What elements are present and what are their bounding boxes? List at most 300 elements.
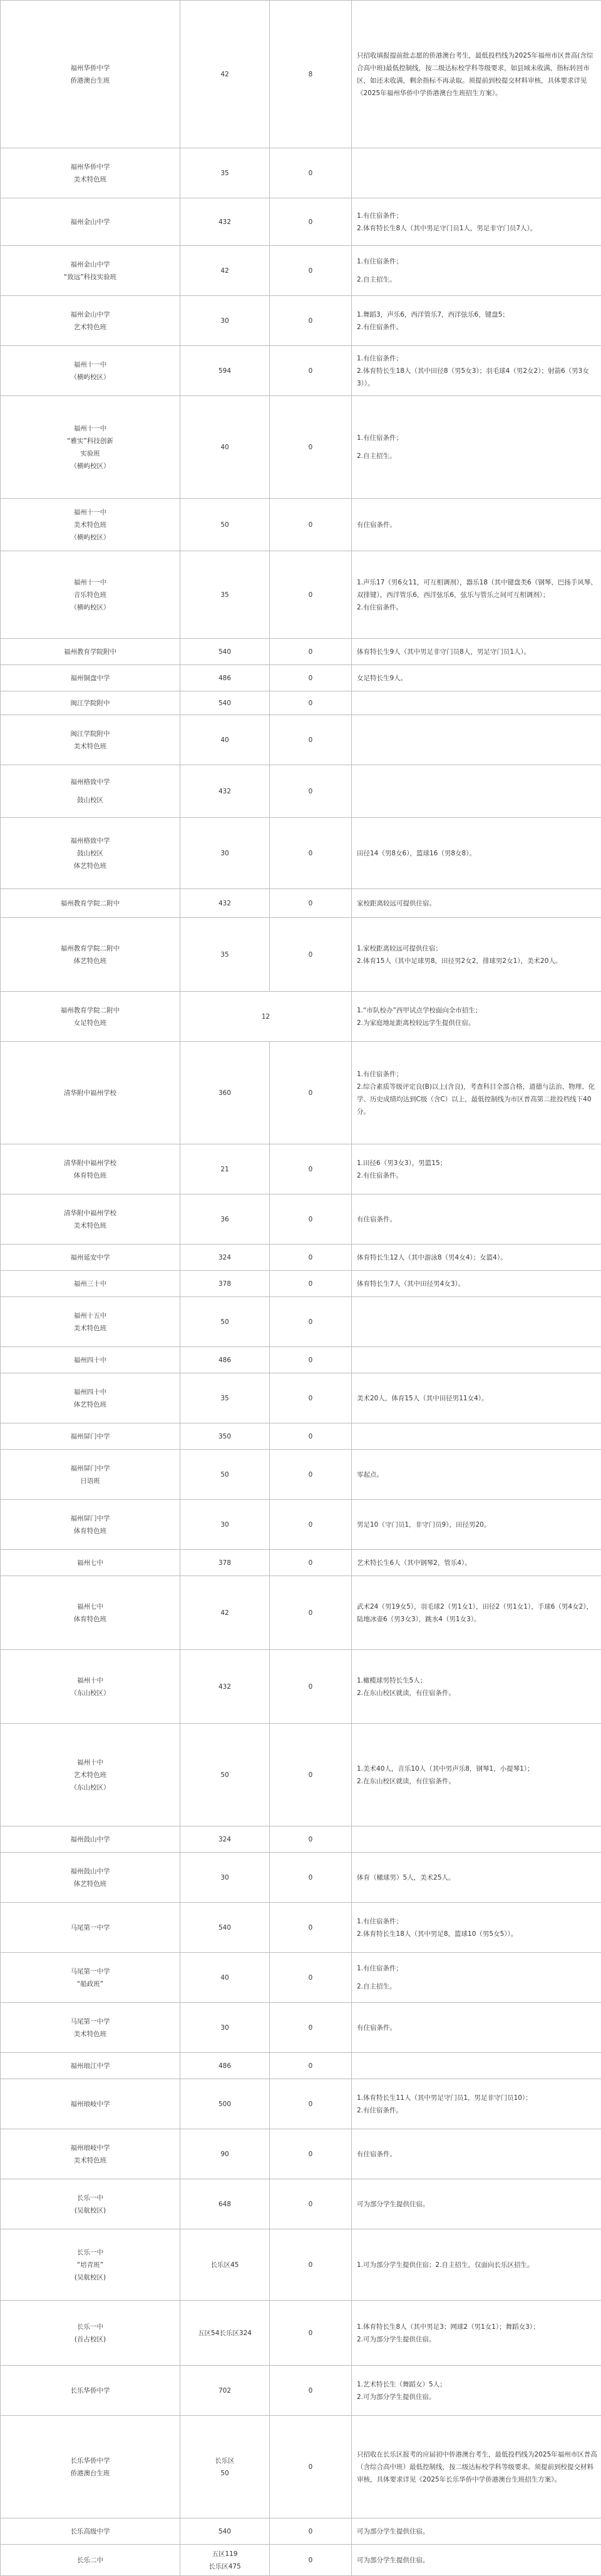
note-line: 有住宿条件。: [357, 519, 598, 531]
school-cell: [1, 818, 180, 889]
note-line: 1.有住宿条件；: [357, 352, 598, 365]
school-cell: [1, 2053, 180, 2079]
table-row: [1, 918, 601, 992]
plan-count-line: 702: [183, 2385, 267, 2397]
school-name-line: 美术特色班: [3, 2028, 177, 2040]
table-row: [1, 1373, 601, 1423]
table-row: [1, 2179, 601, 2229]
table-body: [1, 1, 601, 2576]
school-name-line: 福州金山中学: [3, 216, 177, 228]
school-cell: [1, 2366, 180, 2416]
school-cell: [1, 665, 180, 691]
school-name-line: 福州屏门中学: [3, 1430, 177, 1443]
plan-count-cell: [180, 1853, 270, 1903]
school-cell: [1, 1347, 180, 1373]
school-name-line: （东山校区）: [3, 1687, 177, 1699]
quota-cell: 0: [270, 2229, 352, 2301]
plan-count-line: 500: [183, 2098, 267, 2110]
quota-cell: 0: [270, 665, 352, 691]
plan-count-line: 长乐区45: [183, 2259, 267, 2271]
quota-cell: 0: [270, 2179, 352, 2229]
plan-count-line: 324: [183, 1251, 267, 1264]
table-row: [1, 396, 601, 499]
note-cell: [352, 2229, 601, 2301]
note-cell: [352, 1650, 601, 1724]
plan-count-cell: [180, 1423, 270, 1450]
note-cell: [352, 1576, 601, 1650]
note-cell: [352, 551, 601, 639]
note-cell: [352, 918, 601, 992]
plan-count-cell: [180, 2053, 270, 2079]
plan-count-line: 30: [183, 2022, 267, 2034]
school-name-line: (首占校区): [3, 2333, 177, 2346]
school-cell: [1, 346, 180, 396]
school-cell: [1, 2518, 180, 2545]
school-name-line: 美术特色班: [3, 173, 177, 186]
note-line: 1.橄榄球男特长生5人；: [357, 1674, 598, 1687]
quota-cell: 0: [270, 2079, 352, 2129]
table-row: [1, 1576, 601, 1650]
plan-count-line: 594: [183, 365, 267, 377]
note-line: 1.“市队校办”西甲试点学校面向全市招生；: [357, 1004, 598, 1017]
plan-count-cell: [180, 1297, 270, 1347]
school-cell: [1, 2229, 180, 2301]
quota-cell: 0: [270, 2053, 352, 2079]
note-cell: [352, 691, 601, 715]
note-cell: [352, 1550, 601, 1576]
plan-count-line: 540: [183, 646, 267, 658]
school-name-line: 福州鼓山中学: [3, 1833, 177, 1846]
table-row: [1, 1144, 601, 1194]
school-name-line: 福州教育学院二附中: [3, 897, 177, 910]
school-cell: [1, 1500, 180, 1550]
note-line: 只招收填报提前批志愿的侨港澳台考生，最低投档线为2025年福州市区普高(含综合高中班)最低控制线，按二级达标校学科等级要求，如县域未收满，指标转回市区，如还未收满，剩余指标不再录取。须提前到校提交材料审核，具体要求详见《2025年福州华侨中学侨港澳台生班招生方案》。: [357, 49, 598, 99]
plan-count-line: 35: [183, 1392, 267, 1405]
school-name-line: “船政班”: [3, 1978, 177, 1990]
school-name-line: 美术特色班: [3, 519, 177, 531]
note-line: 1.声乐17（男6女11，可互相调剂），器乐18（其中键盘类6（钢琴、巴扬手风琴、双排键），西洋管乐6，西洋弦乐6，弦乐与管乐之间可互相调剂）；: [357, 576, 598, 601]
quota-cell: 0: [270, 2518, 352, 2545]
quota-cell: 0: [270, 1347, 352, 1373]
school-name-line: 福州琅岐中学: [3, 2098, 177, 2110]
quota-cell: 0: [270, 1373, 352, 1423]
merged-quota-cell: 12: [180, 992, 352, 1042]
plan-count-line: 540: [183, 697, 267, 710]
school-name-line: 福州鼓山中学: [3, 1865, 177, 1878]
note-line: 女足特长生9人。: [357, 672, 598, 685]
note-line: 零起点。: [357, 1469, 598, 1481]
school-cell: [1, 715, 180, 765]
quota-cell: 0: [270, 1724, 352, 1826]
school-name-line: 福州十一中: [3, 576, 177, 589]
school-cell: [1, 396, 180, 499]
school-name-line: 福州延安中学: [3, 1251, 177, 1264]
table-row: [1, 1650, 601, 1724]
note-cell: [352, 396, 601, 499]
note-cell: [352, 148, 601, 198]
school-cell: [1, 1042, 180, 1144]
table-row: [1, 1423, 601, 1450]
school-name-line: 清华附中福州学校: [3, 1207, 177, 1219]
school-cell: [1, 148, 180, 198]
school-name-line: 福州十中: [3, 1674, 177, 1687]
plan-count-cell: [180, 1500, 270, 1550]
plan-count-line: 486: [183, 2060, 267, 2072]
school-name-line: 福州华侨中学: [3, 161, 177, 173]
note-line: 家校距离较远可提供住宿。: [357, 897, 598, 910]
school-name-line: 闽江学院附中: [3, 697, 177, 710]
school-name-line: 长乐高级中学: [3, 2525, 177, 2538]
plan-count-cell: [180, 1724, 270, 1826]
table-row: [1, 1953, 601, 2003]
plan-count-line: 30: [183, 1871, 267, 1884]
school-name-line: （横屿校区）: [3, 601, 177, 614]
table-row: [1, 198, 601, 246]
plan-count-line: 40: [183, 441, 267, 454]
plan-count-line: 432: [183, 216, 267, 228]
school-name-line: 实验班: [3, 447, 177, 460]
note-cell: [352, 1297, 601, 1347]
note-line: 1.家校距离较远可提供住宿；: [357, 942, 598, 955]
plan-count-line: 324: [183, 1833, 267, 1846]
school-cell: [1, 2545, 180, 2576]
school-cell: [1, 1194, 180, 1245]
note-cell: [352, 992, 601, 1042]
school-name-line: [3, 788, 177, 794]
school-name-line: 福州四十中: [3, 1354, 177, 1367]
note-line: 1.舞蹈3，声乐6，西洋管乐7，西洋弦乐6，键盘5；: [357, 308, 598, 321]
plan-count-cell: [180, 1373, 270, 1423]
school-cell: [1, 918, 180, 992]
school-cell: [1, 2179, 180, 2229]
note-line: 2.可为部分学生提供住宿。: [357, 2391, 598, 2403]
school-name-line: 福州屏门中学: [3, 1462, 177, 1475]
school-cell: [1, 1826, 180, 1853]
plan-count-cell: [180, 551, 270, 639]
plan-count-line: 486: [183, 672, 267, 685]
school-cell: [1, 1245, 180, 1271]
quota-cell: 0: [270, 765, 352, 818]
note-cell: [352, 2003, 601, 2053]
note-line: 1.体育特长生11人（其中男足守门员1，男足非守门员10）；: [357, 2092, 598, 2104]
table-row: [1, 2079, 601, 2129]
quota-cell: 0: [270, 148, 352, 198]
school-name-line: 长乐一中: [3, 2321, 177, 2333]
quota-cell: 0: [270, 1144, 352, 1194]
school-cell: [1, 296, 180, 346]
note-line: 2.综合素质等级评定良(B)以上(含良)，考查科目全部合格，道德与法治、物理、化学、历史成绩均达到C级（含C）以上，最低控制线为市区普高第二批投档线下40分。: [357, 1081, 598, 1118]
school-cell: [1, 1724, 180, 1826]
school-cell: [1, 691, 180, 715]
school-name-line: (吴航校区): [3, 2204, 177, 2217]
quota-cell: 0: [270, 691, 352, 715]
plan-count-cell: [180, 2416, 270, 2518]
plan-count-line: 378: [183, 1557, 267, 1569]
note-line: 1.有住宿条件；: [357, 255, 598, 268]
table-row: [1, 1271, 601, 1297]
quota-cell: 0: [270, 2129, 352, 2179]
quota-cell: 0: [270, 1042, 352, 1144]
quota-cell: 8: [270, 1, 352, 148]
school-name-line: 福州屏门中学: [3, 1512, 177, 1525]
school-cell: [1, 765, 180, 818]
table-row: [1, 2053, 601, 2079]
table-row: [1, 296, 601, 346]
note-cell: [352, 665, 601, 691]
plan-count-cell: [180, 1576, 270, 1650]
table-row: [1, 1903, 601, 1953]
school-name-line: 马尾第一中学: [3, 2015, 177, 2028]
quota-cell: 0: [270, 1297, 352, 1347]
school-name-line: （横屿校区）: [3, 371, 177, 384]
plan-count-cell: [180, 2229, 270, 2301]
note-line: 2.体育特长生18人（其中男足8，篮球10（男5女5））。: [357, 1928, 598, 1940]
plan-count-line: 35: [183, 589, 267, 601]
table-row: [1, 1297, 601, 1347]
plan-count-cell: [180, 715, 270, 765]
note-cell: [352, 1853, 601, 1903]
table-row: [1, 1550, 601, 1576]
school-cell: [1, 1, 180, 148]
note-line: 1.田径6（男3女3），男篮15；: [357, 1157, 598, 1169]
quota-cell: 0: [270, 1650, 352, 1724]
table-row: [1, 1853, 601, 1903]
school-name-line: 鼓山校区: [3, 794, 177, 807]
note-cell: [352, 2518, 601, 2545]
table-row: [1, 715, 601, 765]
school-name-line: 福州教育学院二附中: [3, 942, 177, 955]
note-cell: [352, 2179, 601, 2229]
note-cell: [352, 2053, 601, 2079]
plan-count-cell: [180, 1144, 270, 1194]
quota-cell: 0: [270, 1450, 352, 1500]
plan-count-cell: [180, 1347, 270, 1373]
school-name-line: 闽江学院附中: [3, 728, 177, 740]
table-row: [1, 639, 601, 665]
school-name-line: 长乐华侨中学: [3, 2455, 177, 2467]
school-cell: [1, 246, 180, 296]
school-cell: [1, 1423, 180, 1450]
school-name-line: 福州十一中: [3, 506, 177, 519]
school-name-line: 长乐华侨中学: [3, 2385, 177, 2397]
note-line: 男足10（守门员1，非守门员9），田径男20。: [357, 1519, 598, 1531]
plan-count-cell: [180, 1194, 270, 1245]
note-cell: [352, 1500, 601, 1550]
school-cell: [1, 992, 180, 1042]
plan-count-cell: [180, 1042, 270, 1144]
note-line: 1.可为部分学生提供住宿；2.自主招生，仅面向长乐区招生。: [357, 2259, 598, 2271]
school-name-line: 福州四十中: [3, 1386, 177, 1398]
note-line: 2.有住宿条件。: [357, 2104, 598, 2117]
school-cell: [1, 889, 180, 918]
quota-cell: 0: [270, 296, 352, 346]
table-row: [1, 2416, 601, 2518]
note-cell: [352, 1194, 601, 1245]
plan-count-line: 42: [183, 68, 267, 81]
school-name-line: 福州琅岐中学: [3, 2142, 177, 2154]
plan-count-line: 30: [183, 315, 267, 327]
note-cell: [352, 1724, 601, 1826]
note-cell: [352, 1903, 601, 1953]
note-cell: [352, 246, 601, 296]
plan-count-line: 35: [183, 167, 267, 180]
note-cell: [352, 1144, 601, 1194]
note-line: 2.有住宿条件。: [357, 601, 598, 614]
table-row: [1, 499, 601, 551]
note-line: 2.体育特长生18人（其中田径8（男5女3）；羽毛球4（男2女2）；射箭6（男3女3））。: [357, 365, 598, 390]
school-name-line: 马尾第一中学: [3, 1922, 177, 1934]
note-line: 2.自主招生。: [357, 273, 598, 286]
school-name-line: 福州三十中: [3, 1278, 177, 1290]
plan-count-line: 五区54长乐区324: [183, 2327, 267, 2339]
note-line: 只招收在长乐区报考的应届初中侨港澳台考生，最低投档线为2025年福州市区普高（含综合高中班）最低控制线，按二级达标校学科等级要求。须提前到校提交材料审核，具体要求详见《2025年长乐华侨中学侨港澳台生班招生方案》。: [357, 2448, 598, 2486]
school-name-line: 体育特色班: [3, 1525, 177, 1537]
school-name-line: 清华附中福州学校: [3, 1157, 177, 1169]
note-cell: [352, 639, 601, 665]
table-row: [1, 691, 601, 715]
note-cell: [352, 889, 601, 918]
plan-count-cell: [180, 665, 270, 691]
school-name-line: 福州金山中学: [3, 258, 177, 271]
quota-cell: 0: [270, 818, 352, 889]
note-cell: [352, 2366, 601, 2416]
note-cell: [352, 1826, 601, 1853]
school-name-line: 美术特色班: [3, 1322, 177, 1335]
plan-count-line: 长乐区475: [183, 2560, 267, 2573]
school-cell: [1, 2416, 180, 2518]
table-row: [1, 346, 601, 396]
table-row: [1, 551, 601, 639]
note-line: 2.为家庭地址距离校较远学生提供住宿。: [357, 1017, 598, 1029]
plan-count-cell: [180, 1550, 270, 1576]
school-name-line: 福州十一中: [3, 359, 177, 371]
note-cell: [352, 2416, 601, 2518]
plan-count-line: 42: [183, 1607, 267, 1619]
plan-count-cell: [180, 1, 270, 148]
plan-count-cell: [180, 918, 270, 992]
plan-count-line: 432: [183, 785, 267, 798]
plan-count-cell: [180, 1271, 270, 1297]
plan-count-cell: [180, 148, 270, 198]
note-line: 体育特长生12人（其中游泳8（男4女4）；女篮4）。: [357, 1251, 598, 1264]
school-cell: [1, 1550, 180, 1576]
plan-count-line: 50: [183, 2467, 267, 2480]
school-name-line: 福州格致中学: [3, 776, 177, 788]
school-name-line: 长乐一中: [3, 2246, 177, 2259]
school-name-line: 福州金山中学: [3, 308, 177, 321]
quota-cell: 0: [270, 1245, 352, 1271]
plan-count-cell: [180, 765, 270, 818]
school-cell: [1, 1576, 180, 1650]
school-cell: [1, 1903, 180, 1953]
plan-count-line: 长乐区: [183, 2455, 267, 2467]
school-name-line: 美术特色班: [3, 2154, 177, 2167]
quota-cell: 0: [270, 246, 352, 296]
school-name-line: 福州教育学院附中: [3, 646, 177, 658]
quota-cell: 0: [270, 1500, 352, 1550]
school-name-line: 福州铜盘中学: [3, 672, 177, 685]
note-cell: [352, 1, 601, 148]
school-name-line: （横屿校区）: [3, 460, 177, 472]
plan-count-line: 486: [183, 1354, 267, 1367]
quota-cell: 0: [270, 918, 352, 992]
note-line: 2.自主招生。: [357, 450, 598, 462]
note-line: 1.有住宿条件；: [357, 1962, 598, 1975]
plan-count-cell: [180, 2003, 270, 2053]
note-line: 2.有住宿条件。: [357, 321, 598, 333]
table-row: [1, 818, 601, 889]
table-row: [1, 765, 601, 818]
quota-cell: 0: [270, 1550, 352, 1576]
quota-cell: 0: [270, 1194, 352, 1245]
school-cell: [1, 499, 180, 551]
note-line: 1.有住宿条件；: [357, 210, 598, 222]
quota-cell: 0: [270, 1853, 352, 1903]
plan-count-cell: [180, 296, 270, 346]
school-name-line: 福州华侨中学: [3, 62, 177, 74]
school-cell: [1, 1953, 180, 2003]
note-line: 可为部分学生提供住宿。: [357, 2554, 598, 2567]
plan-count-line: 40: [183, 734, 267, 746]
school-name-line: 音乐特色班: [3, 589, 177, 601]
quota-cell: 0: [270, 889, 352, 918]
school-cell: [1, 1450, 180, 1500]
quota-cell: 0: [270, 2301, 352, 2366]
school-name-line: 清华附中福州学校: [3, 1087, 177, 1099]
plan-count-line: 540: [183, 2525, 267, 2538]
note-cell: [352, 2079, 601, 2129]
plan-count-line: 378: [183, 1278, 267, 1290]
plan-count-line: 432: [183, 1681, 267, 1693]
plan-count-cell: [180, 2545, 270, 2576]
quota-cell: 0: [270, 715, 352, 765]
table-row: [1, 2518, 601, 2545]
plan-count-line: 30: [183, 847, 267, 860]
school-name-line: 侨港澳台生班: [3, 2467, 177, 2480]
note-line: 有住宿条件。: [357, 2022, 598, 2034]
table-row: [1, 665, 601, 691]
note-cell: [352, 818, 601, 889]
school-cell: [1, 198, 180, 246]
school-name-line: 福州七中: [3, 1557, 177, 1569]
table-row: [1, 2129, 601, 2179]
plan-count-cell: [180, 2301, 270, 2366]
school-name-line: 福州十一中: [3, 422, 177, 435]
school-name-line: 福州琅江中学: [3, 2060, 177, 2072]
note-line: 2.在东山校区就读，有住宿条件。: [357, 1687, 598, 1699]
plan-count-line: 350: [183, 1430, 267, 1443]
note-cell: [352, 715, 601, 765]
school-name-line: 日语班: [3, 1475, 177, 1487]
school-cell: [1, 1271, 180, 1297]
school-name-line: “培青班”: [3, 2259, 177, 2271]
quota-cell: 0: [270, 2545, 352, 2576]
note-cell: [352, 1423, 601, 1450]
note-line: 2.体育15人（其中足球男8，田径男2女2，排球男2女1），美术20人。: [357, 955, 598, 967]
quota-cell: 0: [270, 2003, 352, 2053]
school-cell: [1, 1650, 180, 1724]
plan-count-cell: [180, 1650, 270, 1724]
plan-count-line: 40: [183, 1972, 267, 1984]
table-row: [1, 1724, 601, 1826]
school-name-line: 体艺特色班: [3, 860, 177, 872]
table-row: [1, 1, 601, 148]
plan-count-cell: [180, 2079, 270, 2129]
plan-count-line: 50: [183, 1316, 267, 1328]
school-cell: [1, 639, 180, 665]
note-line: 可为部分学生提供住宿。: [357, 2525, 598, 2538]
plan-count-line: 50: [183, 1469, 267, 1481]
